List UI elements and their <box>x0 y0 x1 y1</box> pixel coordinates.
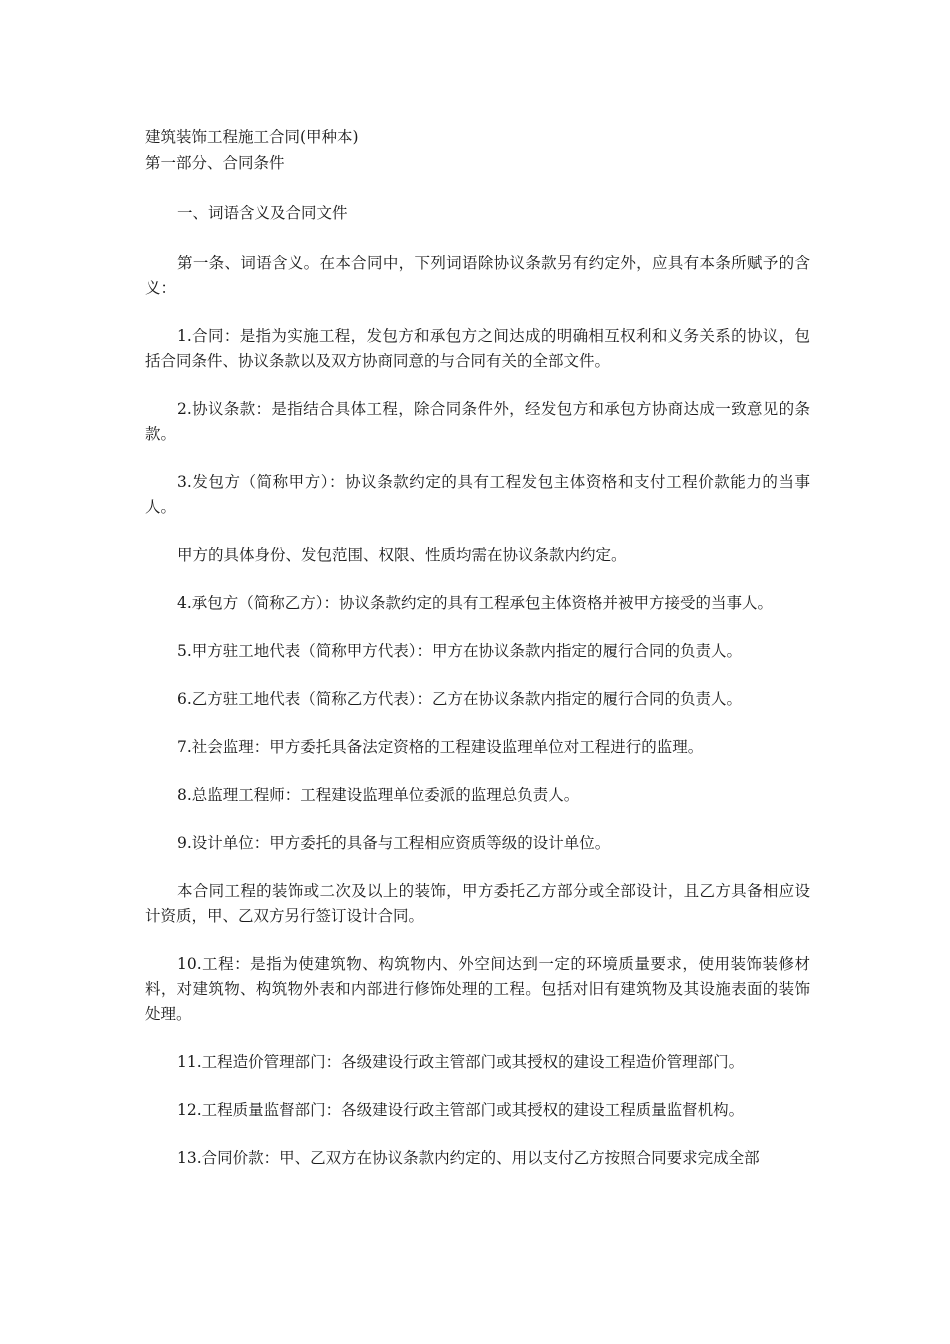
paragraph-definition-4: 4.承包方（简称乙方）：协议条款约定的具有工程承包主体资格并被甲方接受的当事人。 <box>177 594 774 612</box>
paragraph-definition-5: 5.甲方驻工地代表（简称甲方代表）：甲方在协议条款内指定的履行合同的负责人。 <box>177 642 743 660</box>
part-heading: 第一部分、合同条件 <box>145 154 285 172</box>
paragraph-definition-8: 8.总监理工程师：工程建设监理单位委派的监理总负责人。 <box>177 786 580 804</box>
paragraph-article-1: 第一条、词语含义。在本合同中，下列词语除协议条款另有约定外，应具有本条所赋予的含义： <box>145 254 810 297</box>
document-title: 建筑装饰工程施工合同(甲种本) <box>145 128 359 146</box>
paragraph-definition-9: 9.设计单位：甲方委托的具备与工程相应资质等级的设计单位。 <box>177 834 611 852</box>
paragraph-note-party-a: 甲方的具体身份、发包范围、权限、性质均需在协议条款内约定。 <box>177 546 627 564</box>
paragraph-definition-10: 10.工程：是指为使建筑物、构筑物内、外空间达到一定的环境质量要求，使用装饰装修材料，对建筑物、构筑物外表和内部进行修饰处理的工程。包括对旧有建筑物及其设施表面的装饰处理。 <box>145 955 810 1023</box>
paragraph-definition-12: 12.工程质量监督部门：各级建设行政主管部门或其授权的建设工程质量监督机构。 <box>177 1101 745 1119</box>
paragraph-note-design: 本合同工程的装饰或二次及以上的装饰，甲方委托乙方部分或全部设计，且乙方具备相应设计资质，甲、乙双方另行签订设计合同。 <box>145 882 810 925</box>
paragraph-definition-7: 7.社会监理：甲方委托具备法定资格的工程建设监理单位对工程进行的监理。 <box>177 738 704 756</box>
document-body <box>145 124 810 1171</box>
paragraph-definition-13: 13.合同价款：甲、乙双方在协议条款内约定的、用以支付乙方按照合同要求完成全部 <box>177 1149 760 1167</box>
paragraph-definition-2: 2.协议条款：是指结合具体工程，除合同条件外，经发包方和承包方协商达成一致意见的条款。 <box>145 400 810 443</box>
paragraph-definition-6: 6.乙方驻工地代表（简称乙方代表）：乙方在协议条款内指定的履行合同的负责人。 <box>177 690 743 708</box>
paragraph-definition-3: 3.发包方（简称甲方）：协议条款约定的具有工程发包主体资格和支付工程价款能力的当事人。 <box>145 473 810 516</box>
paragraph-definition-1: 1.合同：是指为实施工程，发包方和承包方之间达成的明确相互权利和义务关系的协议，包括合同条件、协议条款以及双方协商同意的与合同有关的全部文件。 <box>145 327 810 370</box>
section-heading: 一、词语含义及合同文件 <box>177 204 348 222</box>
paragraph-definition-11: 11.工程造价管理部门：各级建设行政主管部门或其授权的建设工程造价管理部门。 <box>177 1053 745 1071</box>
